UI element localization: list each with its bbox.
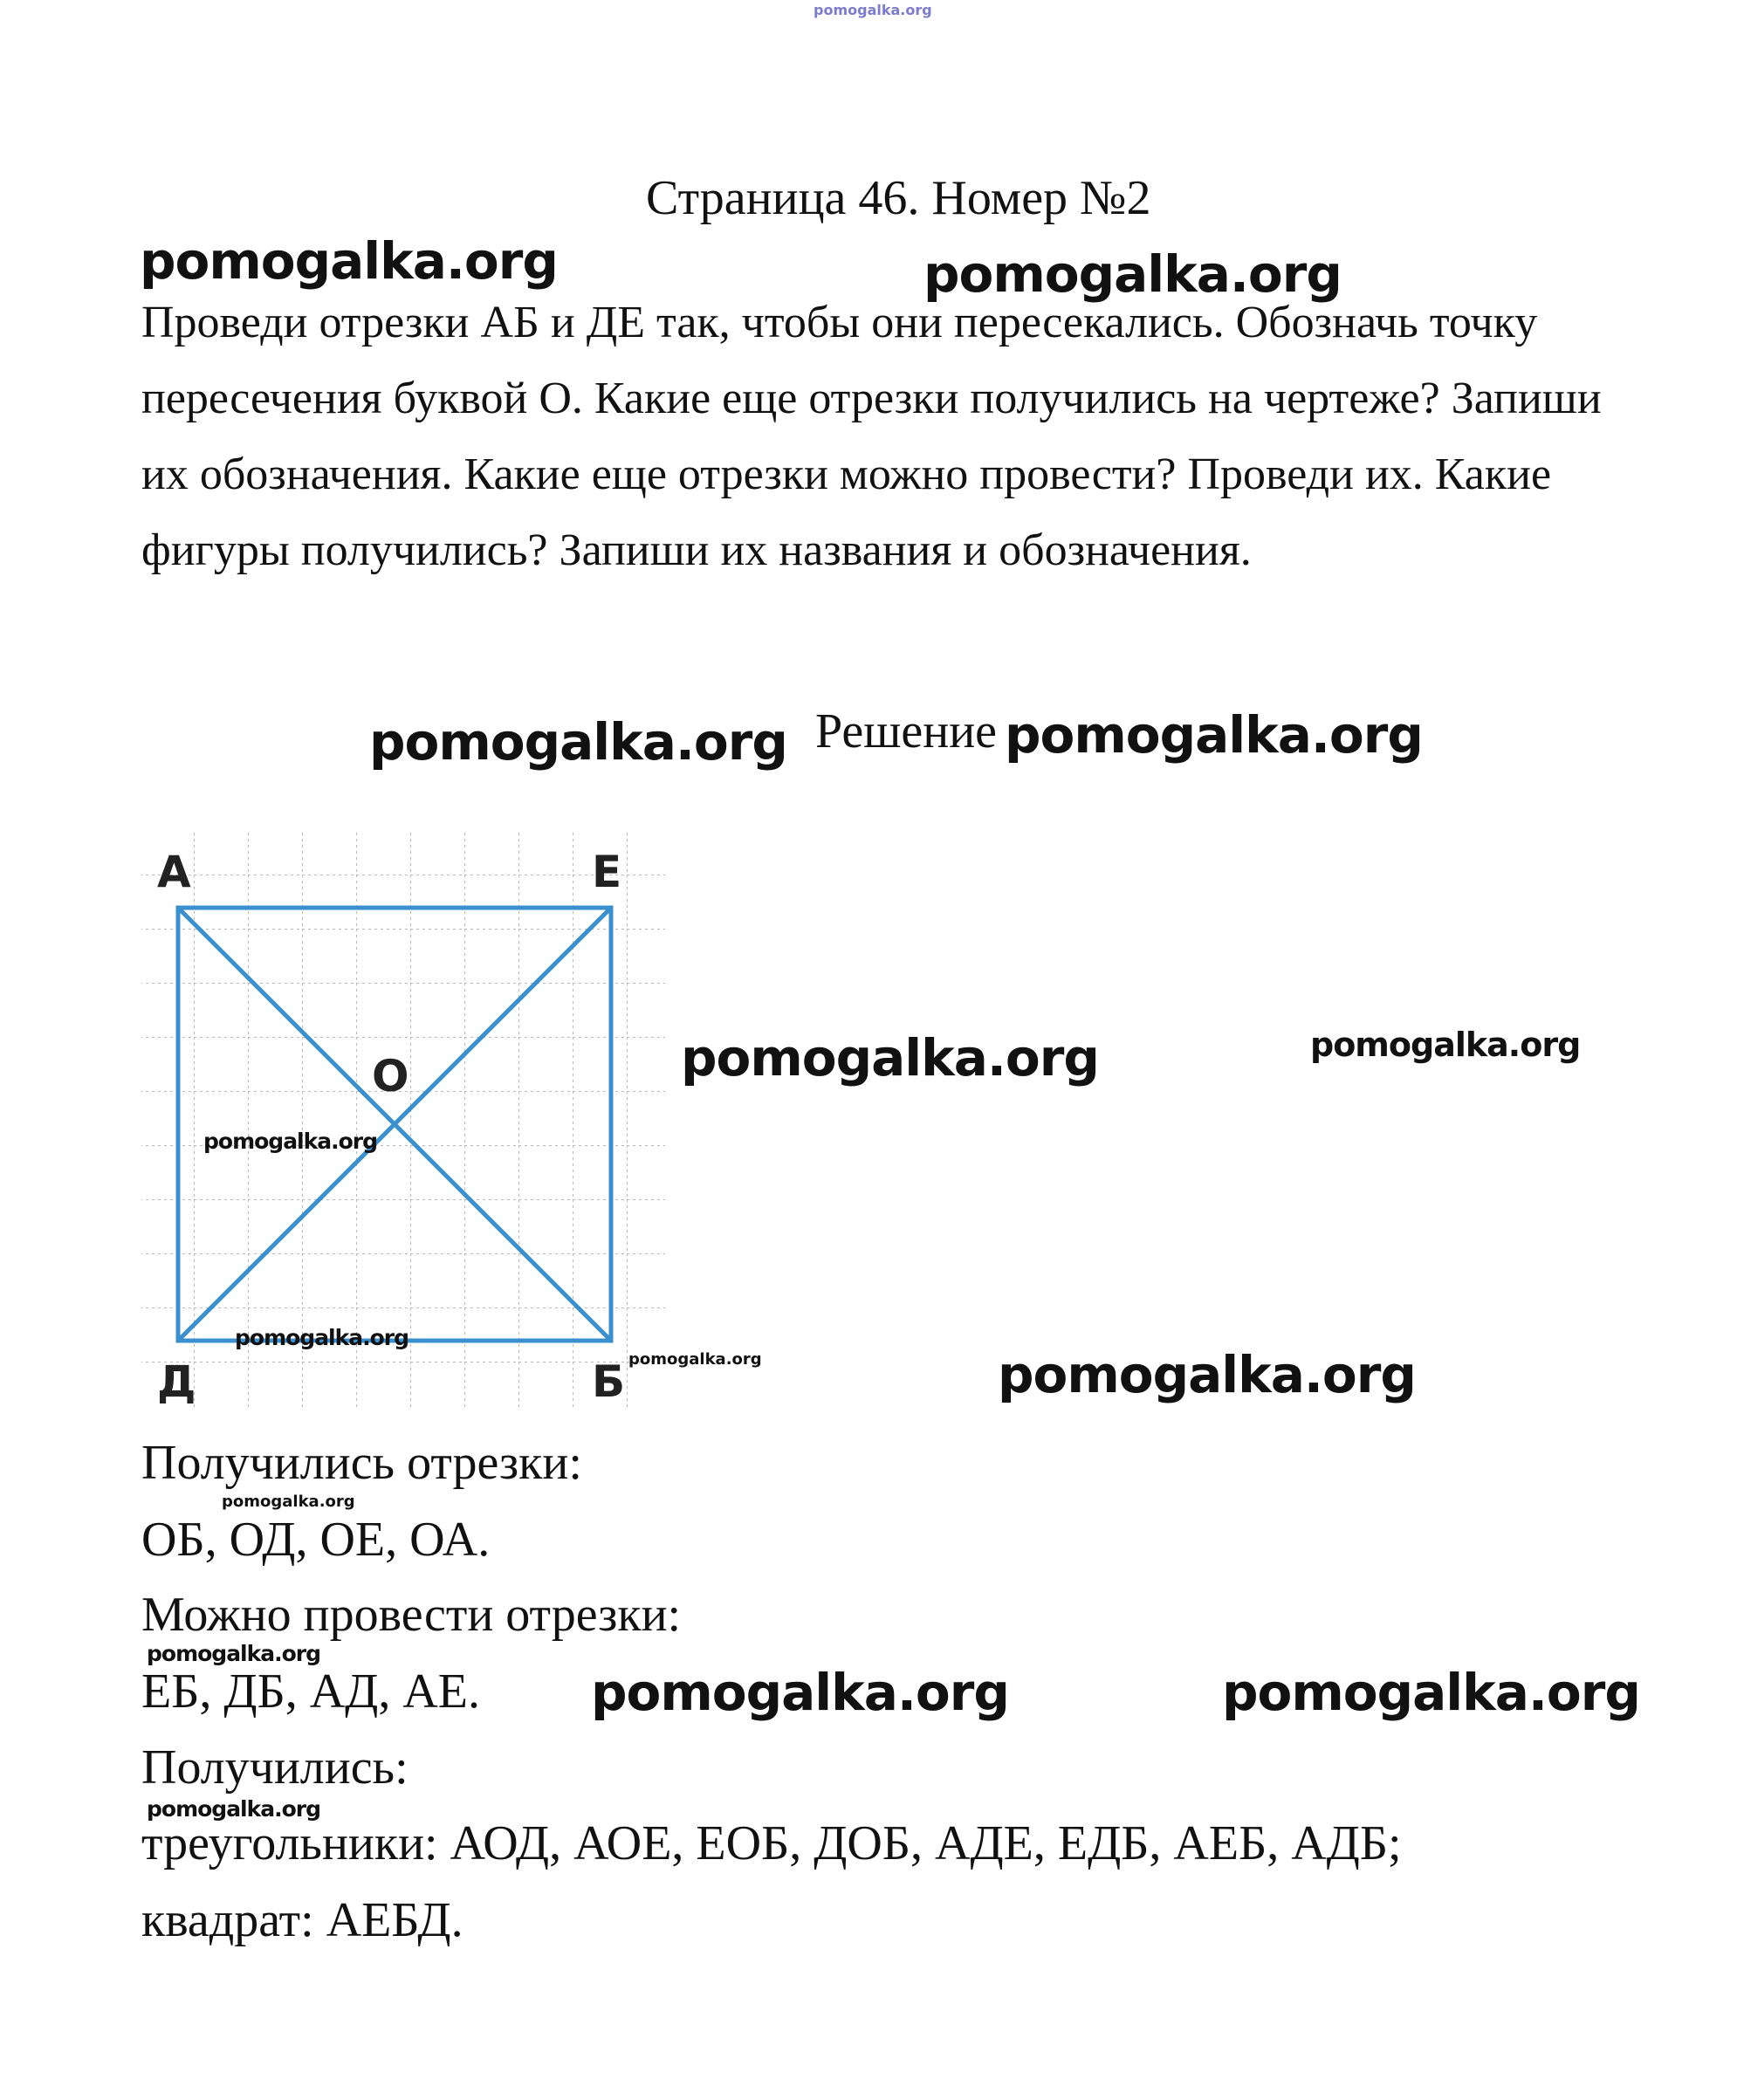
page-title: Страница 46. Номер №2 xyxy=(646,171,1151,225)
watermark: pomogalka.org xyxy=(222,1493,355,1511)
answer-line-can-draw-heading: Можно провести отрезки: xyxy=(141,1588,682,1642)
task-text: Проведи отрезки АБ и ДЕ так, чтобы они пересекались. Обозначь точку пересечения буквой О. Какие еще отрезки получились на чертеже? Запиши их обозначения. Какие еще отрезки можно провести? Проведи их. Какие фигуры получились? Запиши их названия и обозначения. xyxy=(141,298,1602,575)
watermark: pomogalka.org xyxy=(140,231,558,291)
watermark: pomogalka.org xyxy=(628,1350,762,1369)
watermark: pomogalka.org xyxy=(681,1028,1099,1088)
point-label-o: О xyxy=(372,1051,409,1101)
answer-line-can-draw: ЕБ, ДБ, АД, АЕ. xyxy=(141,1664,481,1719)
watermark: pomogalka.org xyxy=(147,1641,321,1666)
watermark: pomogalka.org xyxy=(203,1129,378,1154)
point-label-d: Д xyxy=(157,1356,196,1407)
answer-line-triangles: треугольники: АОД, АОЕ, ЕОБ, ДОБ, АДЕ, ЕДБ, АЕБ, АДБ; xyxy=(141,1816,1402,1870)
answer-line-result-heading: Получились: xyxy=(141,1740,409,1795)
watermark: pomogalka.org xyxy=(923,244,1342,304)
watermark: pomogalka.org xyxy=(147,1796,321,1822)
watermark: pomogalka.org xyxy=(235,1325,409,1350)
answer-line-segments: ОБ, ОД, ОЕ, ОА. xyxy=(141,1513,491,1567)
point-label-e: Е xyxy=(592,847,622,897)
watermark: pomogalka.org xyxy=(369,712,787,772)
solution-label: Решение xyxy=(815,704,998,758)
watermark: pomogalka.org xyxy=(1222,1663,1640,1722)
point-label-b: Б xyxy=(592,1356,626,1407)
watermark: pomogalka.org xyxy=(1005,705,1423,765)
geometry-drawing xyxy=(140,820,681,1414)
header-watermark: pomogalka.org xyxy=(814,2,932,18)
point-label-a: А xyxy=(157,847,191,897)
watermark: pomogalka.org xyxy=(591,1663,1009,1722)
grid-background xyxy=(141,831,665,1407)
answer-line-segments-heading: Получились отрезки: xyxy=(141,1436,582,1490)
answer-line-square: квадрат: АЕБД. xyxy=(141,1893,463,1947)
watermark: pomogalka.org xyxy=(998,1345,1416,1404)
watermark: pomogalka.org xyxy=(1310,1026,1581,1064)
